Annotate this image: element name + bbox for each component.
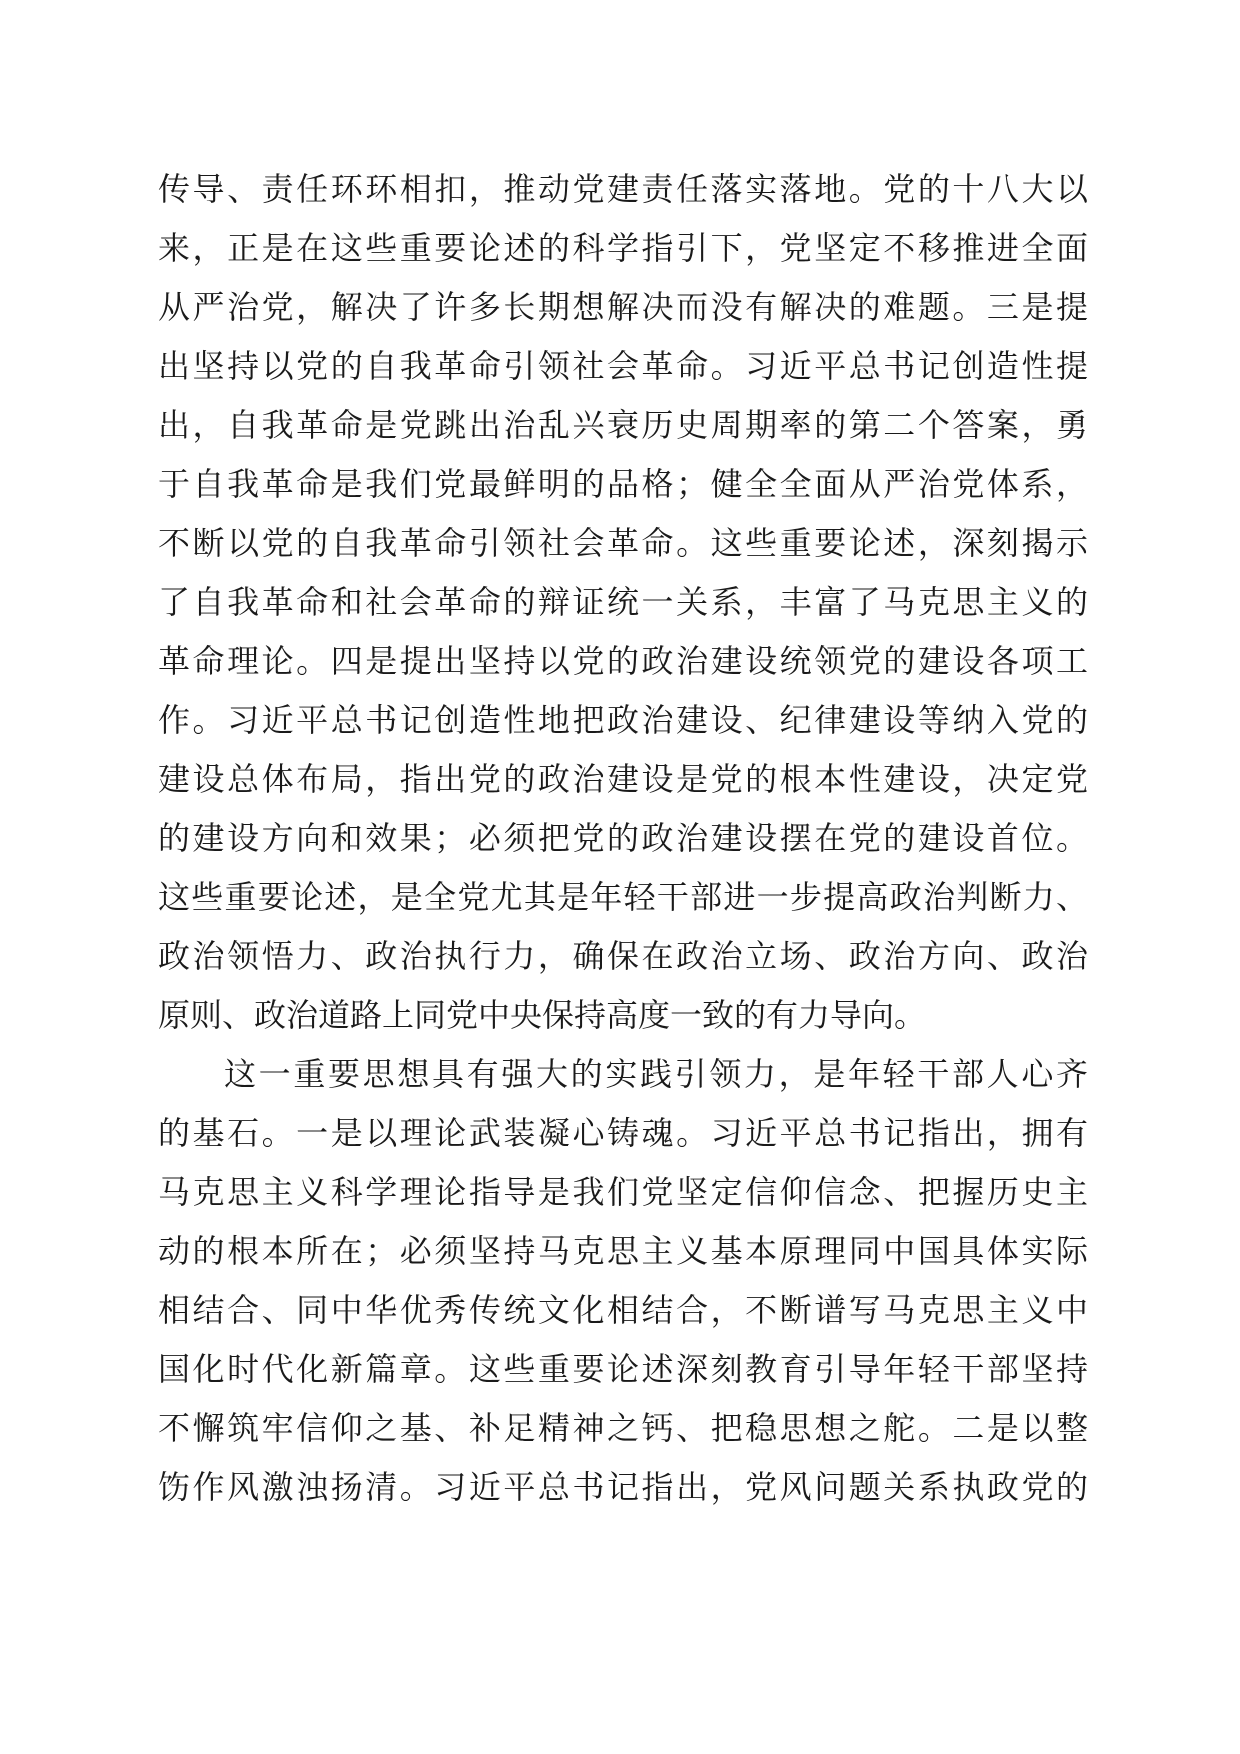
text-line: 建设总体布局，指出党的政治建设是党的根本性建设，决定党 — [158, 760, 1088, 798]
text-line: 这一重要思想具有强大的实践引领力，是年轻干部人心齐 — [224, 1055, 1088, 1093]
text-line: 不懈筑牢信仰之基、补足精神之钙、把稳思想之舵。二是以整 — [158, 1409, 1088, 1447]
text-line: 相结合、同中华优秀传统文化相结合，不断谱写马克思主义中 — [158, 1291, 1088, 1329]
text-line: 原则、政治道路上同党中央保持高度一致的有力导向。 — [158, 996, 927, 1034]
text-line: 从严治党，解决了许多长期想解决而没有解决的难题。三是提 — [158, 288, 1088, 326]
paragraph-2 — [158, 1045, 1088, 1517]
text-line: 来，正是在这些重要论述的科学指引下，党坚定不移推进全面 — [158, 229, 1088, 267]
body-text — [158, 160, 1088, 1517]
text-line: 出坚持以党的自我革命引领社会革命。习近平总书记创造性提 — [158, 347, 1088, 385]
text-line: 这些重要论述，是全党尤其是年轻干部进一步提高政治判断力、 — [158, 878, 1088, 916]
text-line: 的基石。一是以理论武装凝心铸魂。习近平总书记指出，拥有 — [158, 1114, 1088, 1152]
text-line: 作。习近平总书记创造性地把政治建设、纪律建设等纳入党的 — [158, 701, 1088, 739]
text-line: 国化时代化新篇章。这些重要论述深刻教育引导年轻干部坚持 — [158, 1350, 1088, 1388]
text-line: 不断以党的自我革命引领社会革命。这些重要论述，深刻揭示 — [158, 524, 1088, 562]
text-line: 了自我革命和社会革命的辩证统一关系，丰富了马克思主义的 — [158, 583, 1088, 621]
text-line: 传导、责任环环相扣，推动党建责任落实落地。党的十八大以 — [158, 170, 1088, 208]
text-line: 于自我革命是我们党最鲜明的品格；健全全面从严治党体系， — [158, 465, 1088, 503]
text-line: 马克思主义科学理论指导是我们党坚定信仰信念、把握历史主 — [158, 1173, 1088, 1211]
text-line: 动的根本所在；必须坚持马克思主义基本原理同中国具体实际 — [158, 1232, 1088, 1270]
text-line: 革命理论。四是提出坚持以党的政治建设统领党的建设各项工 — [158, 642, 1088, 680]
text-line: 的建设方向和效果；必须把党的政治建设摆在党的建设首位。 — [158, 819, 1088, 857]
text-line: 饬作风激浊扬清。习近平总书记指出，党风问题关系执政党的 — [158, 1468, 1088, 1506]
text-line: 出，自我革命是党跳出治乱兴衰历史周期率的第二个答案，勇 — [158, 406, 1088, 444]
paragraph-1 — [158, 160, 1088, 1045]
text-line: 政治领悟力、政治执行力，确保在政治立场、政治方向、政治 — [158, 937, 1088, 975]
